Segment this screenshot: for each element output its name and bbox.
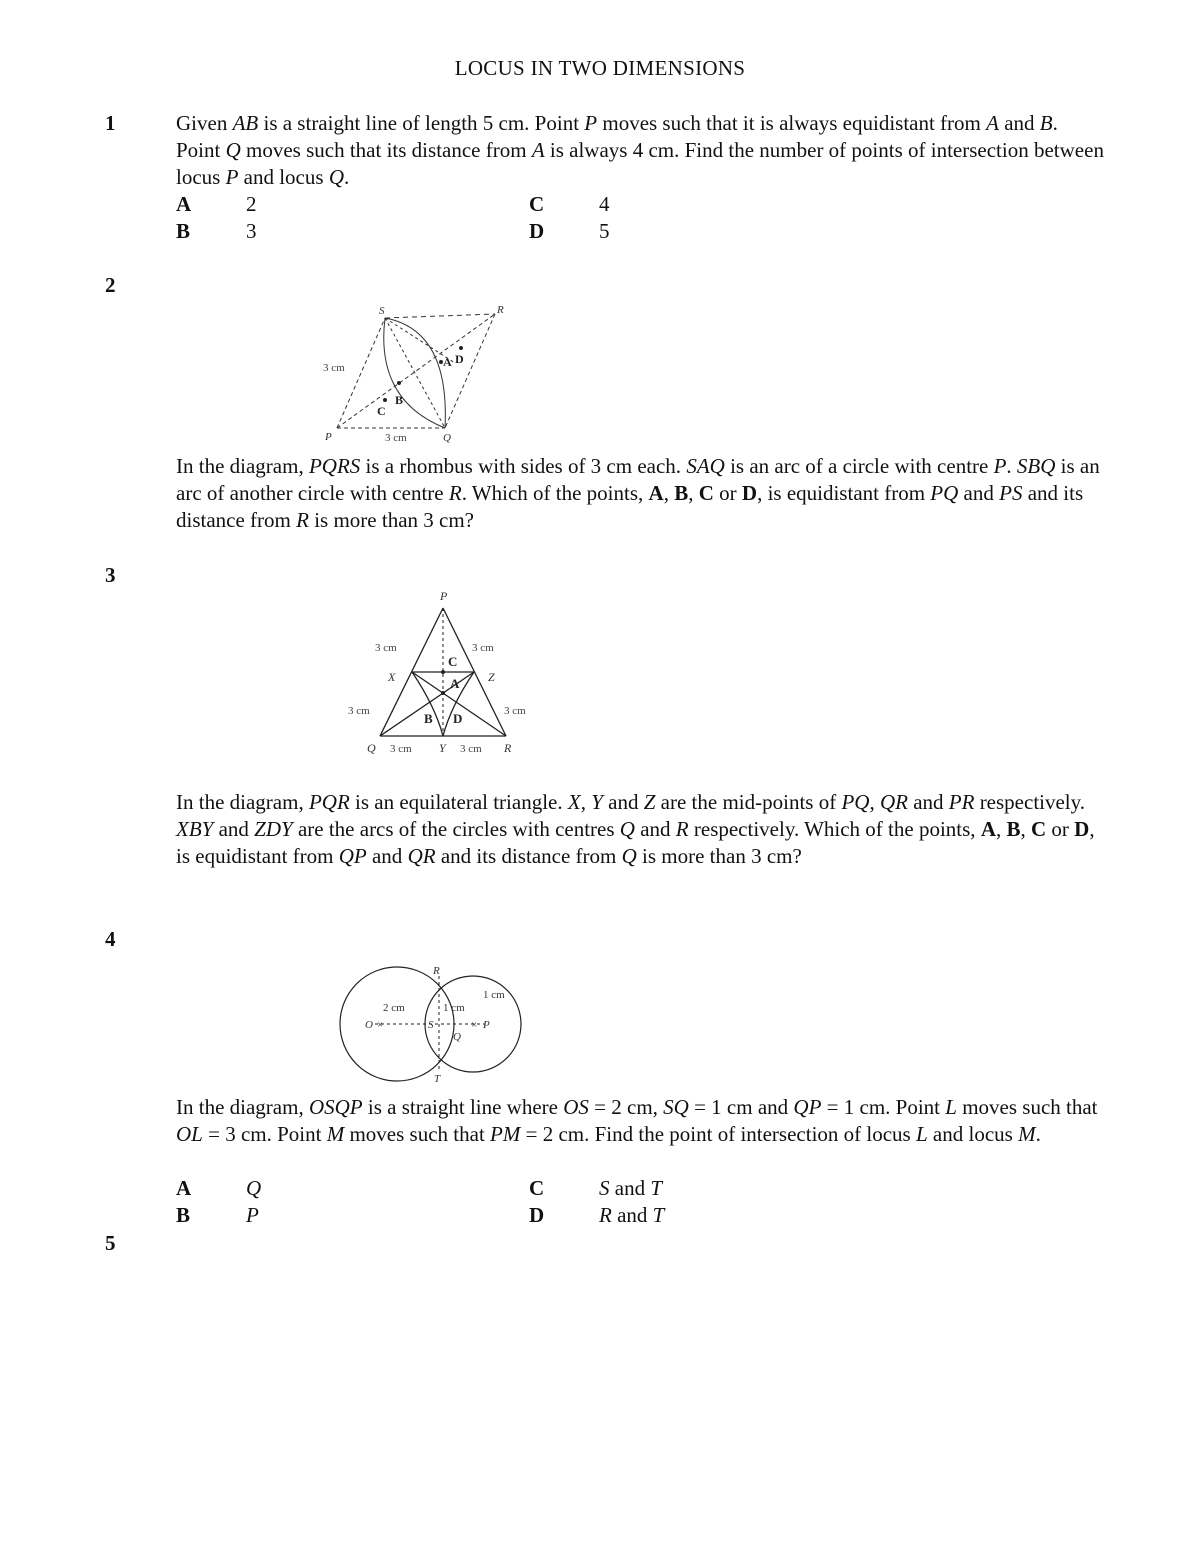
vertex-label: S — [379, 305, 385, 317]
point-label: P — [483, 1019, 490, 1031]
point-label: S — [428, 1019, 434, 1031]
side-rq — [445, 314, 495, 428]
option-value: R and T — [599, 1203, 665, 1227]
point-label: D — [453, 711, 463, 726]
arc-sbq — [384, 318, 445, 428]
point-label: O — [365, 1019, 373, 1031]
diagonal-sq — [385, 318, 445, 428]
option-value: P — [246, 1203, 259, 1227]
option-letter: D — [529, 219, 545, 243]
option-letter: A — [176, 1176, 192, 1200]
two-circles-diagram — [325, 956, 535, 1090]
point-label: B — [395, 393, 404, 407]
question-text: In the diagram, OSQP is a straight line where OS = 2 cm, SQ = 1 cm and QP = 1 cm. Point L moves such that OL = 3 cm. Point M moves such that PM = 2 cm. Find the point of intersection of locus L and locus M. — [176, 1095, 1098, 1146]
vertex-label: R — [497, 304, 504, 316]
option-value: S and T — [599, 1176, 663, 1200]
option-letter: C — [529, 192, 545, 216]
point-label: R — [433, 965, 440, 977]
distance-label: 2 cm — [383, 1002, 405, 1014]
rhombus-diagram — [315, 300, 515, 448]
question-number: 3 — [105, 563, 116, 587]
question-number: 2 — [105, 273, 116, 297]
side-label: 3 cm — [472, 642, 494, 654]
question-text: In the diagram, PQRS is a rhombus with sides of 3 cm each. SAQ is an arc of a circle with centre P. SBQ is an arc of another circle with centre R. Which of the points, A, B, C or D, is equidistant from PQ and PS and its distance from R is more than 3 cm? — [176, 454, 1100, 532]
point-label: T — [434, 1073, 441, 1085]
center-mark-o: × — [377, 1019, 384, 1031]
page-title: LOCUS IN TWO DIMENSIONS — [454, 56, 746, 80]
option-letter: B — [176, 1203, 191, 1227]
point-c-dot — [383, 398, 387, 402]
point-a-dot — [441, 691, 445, 695]
question-number: 4 — [105, 927, 116, 951]
point-label: B — [424, 711, 433, 726]
vertex-label: R — [504, 741, 512, 755]
question-text: In the diagram, PQR is an equilateral triangle. X, Y and Z are the mid-points of PQ, QR and PR respectively. XBY and ZDY are the arcs of the circles with centres Q and R respectively. Which of the points, A, B, C or D, is equidistant from QP and QR and its distance from Q is more than 3 cm? — [176, 790, 1095, 868]
side-label: 3 cm — [460, 743, 482, 755]
point-label: A — [443, 355, 452, 369]
side-label: 3 cm — [390, 743, 412, 755]
answer-options — [176, 191, 776, 245]
side-sr — [385, 314, 495, 318]
distance-label: 1 cm — [443, 1002, 465, 1014]
side-label: 3 cm — [504, 705, 526, 717]
answer-options — [176, 1175, 776, 1229]
point-label: C — [448, 654, 458, 669]
option-letter: D — [529, 1203, 545, 1227]
point-c-dot — [441, 670, 445, 674]
center-mark-p: × — [471, 1019, 478, 1031]
point-b-dot — [397, 381, 401, 385]
question-number: 5 — [105, 1231, 116, 1255]
point-d-dot — [459, 346, 463, 350]
question-text: Given AB is a straight line of length 5 cm. Point P moves such that it is always equidistant from A and B. Point Q moves such that its distance from A is always 4 cm. Find the number of points of intersection between locus P and locus Q. — [176, 111, 1104, 189]
side-label: 3 cm — [375, 642, 397, 654]
vertex-label: Q — [367, 741, 376, 755]
option-value: 2 — [246, 192, 257, 216]
option-value: Q — [246, 1176, 262, 1200]
vertex-label: P — [440, 589, 448, 603]
vertex-label: Q — [443, 432, 451, 444]
option-letter: C — [529, 1176, 545, 1200]
vertex-label: Y — [439, 741, 446, 755]
point-label: Q — [453, 1031, 461, 1043]
option-value: 5 — [599, 219, 610, 243]
point-label: D — [455, 352, 464, 366]
point-label: A — [450, 676, 460, 691]
option-letter: A — [176, 192, 192, 216]
side-label: 3 cm — [323, 362, 345, 374]
triangle-diagram — [340, 586, 550, 761]
vertex-label: Z — [488, 670, 495, 684]
vertex-label: X — [388, 670, 396, 684]
option-value: 4 — [599, 192, 610, 216]
option-value: 3 — [246, 219, 257, 243]
option-letter: B — [176, 219, 191, 243]
distance-label: 1 cm — [483, 989, 505, 1001]
side-label: 3 cm — [385, 432, 407, 444]
point-label: C — [377, 404, 386, 418]
question-number: 1 — [105, 111, 116, 135]
side-label: 3 cm — [348, 705, 370, 717]
vertex-label: P — [325, 431, 332, 443]
